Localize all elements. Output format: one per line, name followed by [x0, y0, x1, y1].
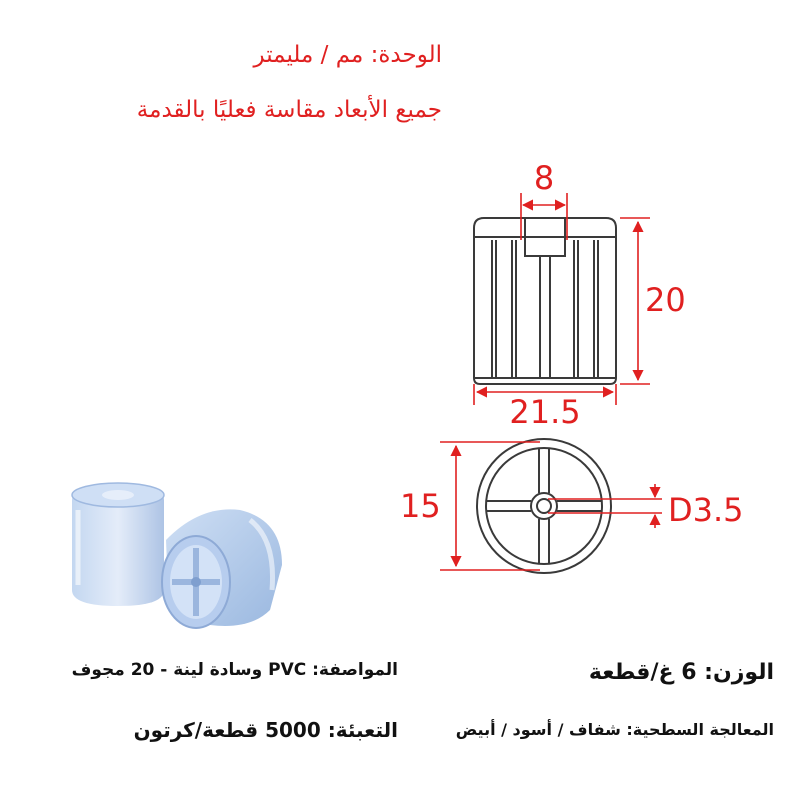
surface-finish: المعالجة السطحية: شفاف / أسود / أبيض [455, 720, 774, 739]
weight: الوزن: 6 غ/قطعة [588, 660, 774, 685]
specification: المواصفة: PVC وسادة لينة - 20 مجوف [71, 660, 398, 680]
dim-top-slot-label: 8 [533, 159, 555, 197]
packing: التعبئة: 5000 قطعة/كرتون [133, 718, 398, 742]
top-view [477, 439, 611, 573]
dim-base [440, 442, 540, 570]
dim-base-label: 15 [400, 487, 441, 525]
dim-hole-label: D3.5 [668, 491, 744, 529]
dim-height-label: 20 [645, 281, 686, 319]
unit-note: الوحدة: مم / مليمتر [253, 42, 442, 68]
measurement-note: جميع الأبعاد مقاسة فعليًا بالقدمة [136, 97, 442, 123]
dim-top-slot [521, 193, 567, 240]
side-view [474, 218, 616, 384]
dim-diameter-label: 21.5 [509, 393, 581, 431]
product-photo [72, 483, 282, 628]
dim-hole [548, 484, 662, 528]
